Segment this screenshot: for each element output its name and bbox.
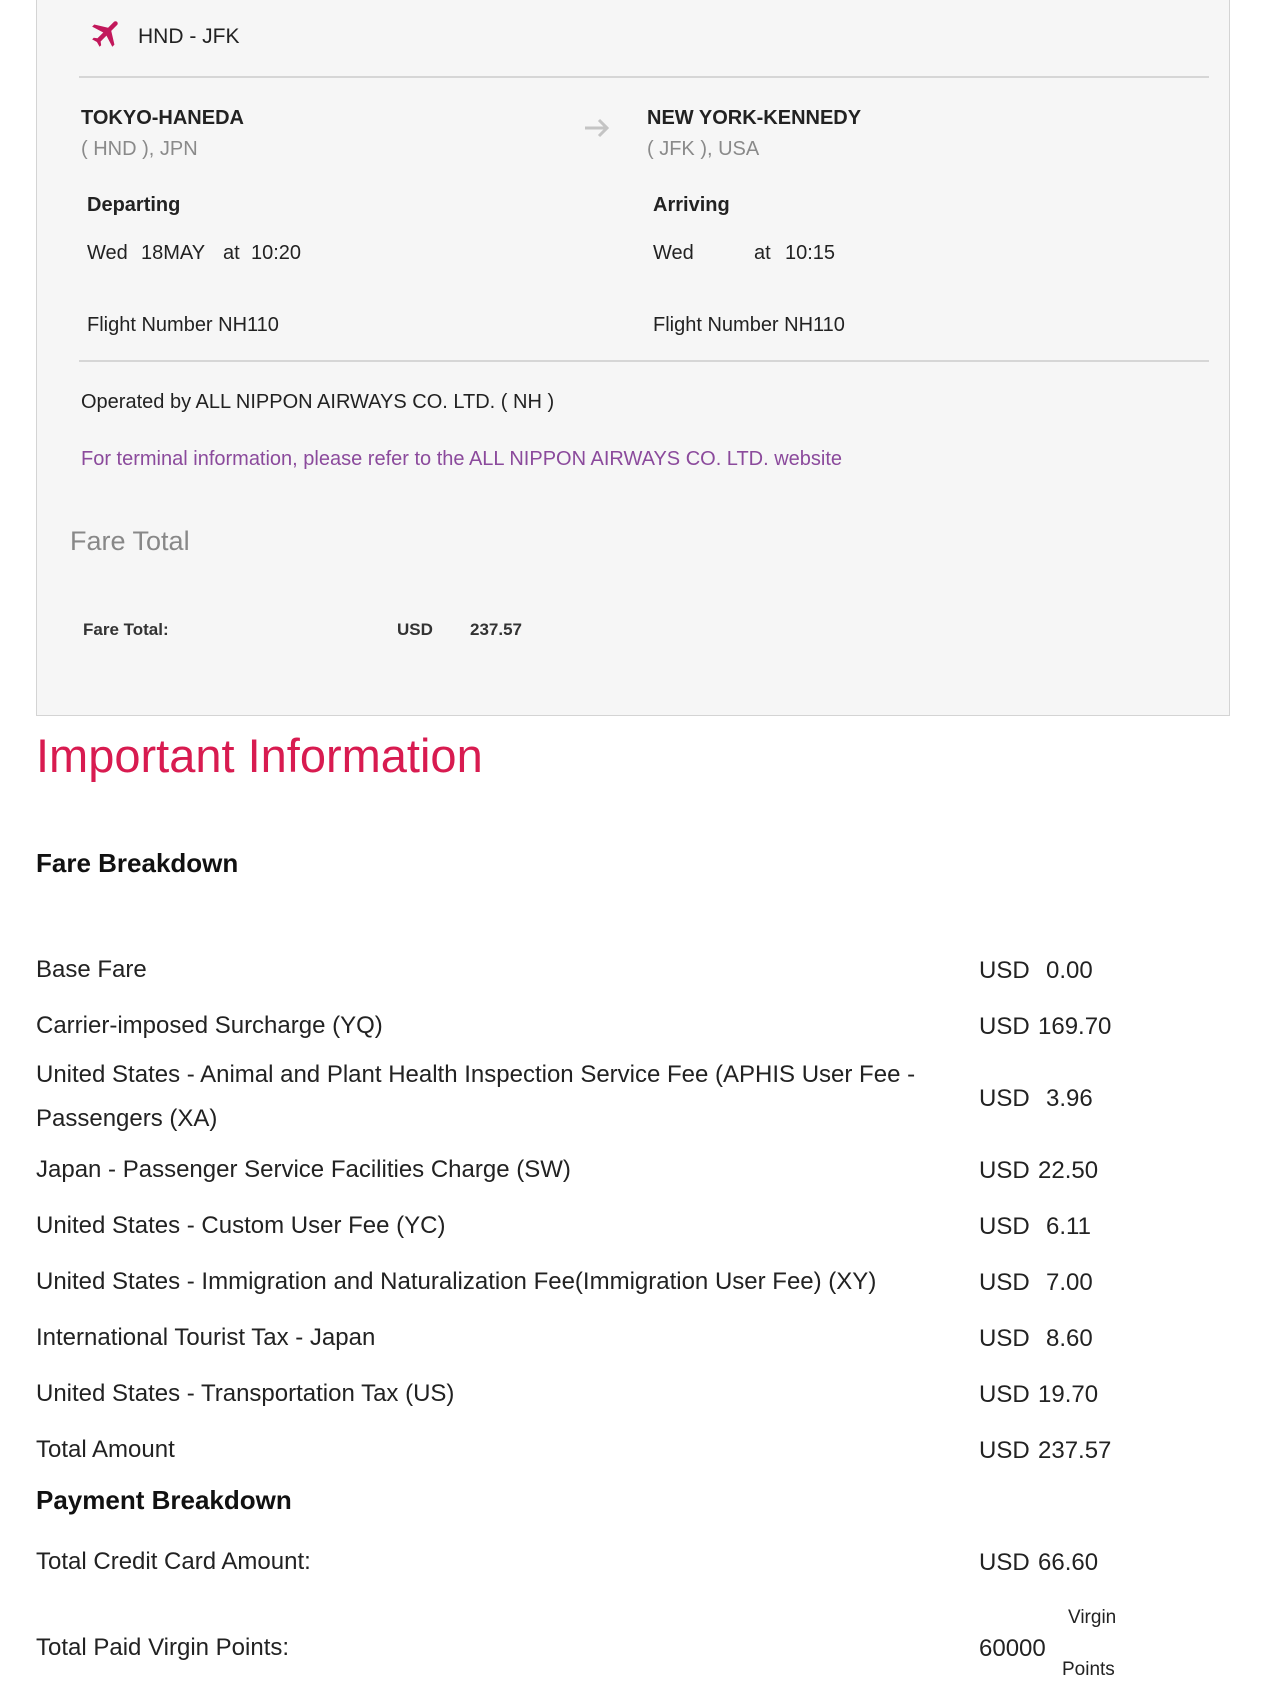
fare-row-currency: USD [979,1381,1030,1408]
route-title: HND - JFK [138,25,240,48]
fare-row-amount: 169.70 [1038,1013,1112,1040]
arriving-time: 10:15 [785,242,836,264]
credit-card-amount: 66.60 [1038,1549,1099,1576]
fare-total-heading: Fare Total [70,526,190,556]
operated-by: Operated by ALL NIPPON AIRWAYS CO. LTD. ( NH ) [81,391,555,413]
departing-label: Departing [87,194,181,216]
virgin-points-unit-bottom: Points [1062,1659,1115,1680]
flight-card [36,0,1230,716]
fare-row-label: Base Fare [36,956,147,983]
credit-card-currency: USD [979,1549,1030,1576]
credit-card-label: Total Credit Card Amount: [36,1548,311,1575]
fare-row-amount: 19.70 [1038,1381,1099,1408]
arriving-label: Arriving [653,194,730,216]
fare-row-label: United States - Custom User Fee (YC) [36,1212,446,1239]
fare-row-label: United States - Animal and Plant Health Inspection Service Fee (APHIS User Fee - Passengers (XA) [36,1061,916,1132]
terminal-info-link[interactable]: For terminal information, please refer to the ALL NIPPON AIRWAYS CO. LTD. website [81,448,843,470]
fare-row-currency: USD [979,1157,1030,1184]
fare-row-amount: 0.00 [1046,957,1093,984]
fare-total-amount: 237.57 [470,620,522,639]
origin-code: ( HND ), JPN [81,138,198,160]
divider [79,360,1209,362]
fare-row-currency: USD [979,1269,1030,1296]
arriving-flight-number: Flight Number NH110 [653,314,845,336]
arriving-day: Wed [653,242,694,264]
total-amount-value: 237.57 [1038,1437,1112,1464]
destination-code: ( JFK ), USA [647,138,760,160]
important-information-heading: Important Information [36,729,483,782]
arrow-right-icon [583,117,611,139]
fare-total-label: Fare Total: [83,620,169,639]
departing-at: at [223,242,240,264]
virgin-points-amount: 60000 [979,1635,1046,1662]
fare-row-amount: 3.96 [1046,1085,1093,1112]
fare-row-label: United States - Transportation Tax (US) [36,1380,455,1407]
fare-breakdown-heading: Fare Breakdown [36,848,239,878]
fare-row-currency: USD [979,1213,1030,1240]
departing-time: 10:20 [251,242,302,264]
fare-row-label: United States - Immigration and Naturalization Fee(Immigration User Fee) (XY) [36,1268,877,1295]
fare-row-currency: USD [979,1085,1030,1112]
fare-row-amount: 7.00 [1046,1269,1093,1296]
fare-row-currency: USD [979,1013,1030,1040]
departing-date: 18MAY [141,242,206,264]
origin-city: TOKYO-HANEDA [81,107,244,129]
fare-row-label: Japan - Passenger Service Facilities Charge (SW) [36,1156,571,1183]
fare-row-amount: 8.60 [1046,1325,1093,1352]
fare-row-amount: 6.11 [1046,1213,1091,1240]
fare-row-amount: 22.50 [1038,1157,1099,1184]
fare-row-currency: USD [979,1325,1030,1352]
payment-breakdown-heading: Payment Breakdown [36,1485,292,1515]
total-amount-label: Total Amount [36,1436,175,1463]
departing-day: Wed [87,242,128,264]
airplane-icon [89,15,125,51]
total-amount-currency: USD [979,1437,1030,1464]
fare-row-label: Carrier-imposed Surcharge (YQ) [36,1012,383,1039]
virgin-points-label: Total Paid Virgin Points: [36,1634,290,1661]
destination-city: NEW YORK-KENNEDY [647,107,862,129]
fare-row-currency: USD [979,957,1030,984]
fare-row-label: International Tourist Tax - Japan [36,1324,376,1351]
departing-flight-number: Flight Number NH110 [87,314,279,336]
arriving-at: at [754,242,771,264]
virgin-points-unit-top: Virgin [1068,1607,1117,1628]
divider [79,76,1209,78]
fare-total-currency: USD [397,620,433,639]
